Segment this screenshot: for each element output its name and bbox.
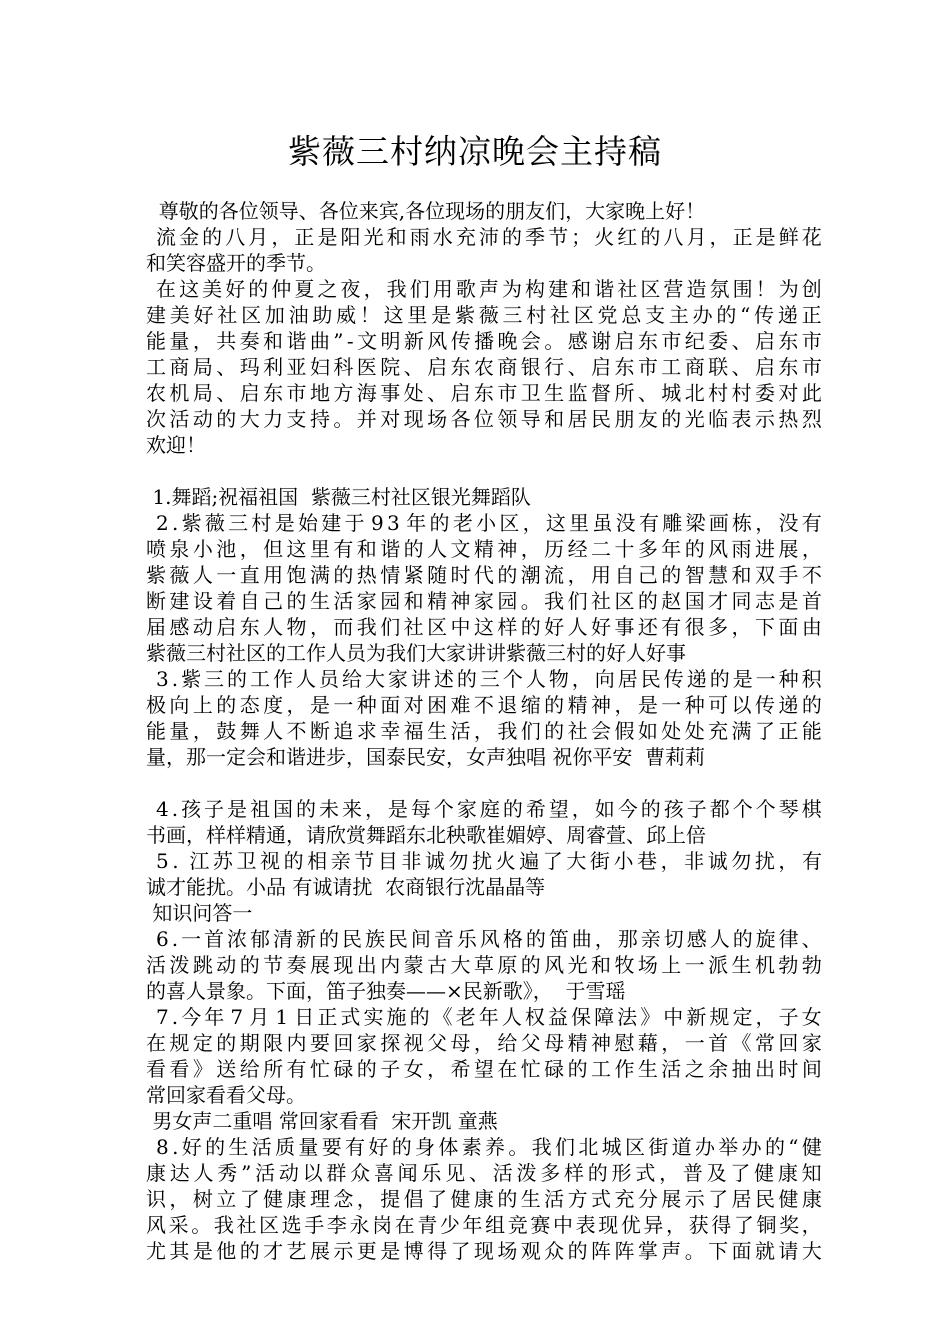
text-line: 流 金 的 八 月 ， 正 是 阳 光 和 雨 水 充 沛 的 季 节 ； 火 红 的 八 月 ， 正 是 鲜 花	[156, 225, 822, 249]
text-line: 活 泼 跳 动 的 节 奏 展 现 出 内 蒙 古 大 草 原 的 风 光 和 牧 场 上 一 派 生 机 勃 勃	[146, 953, 822, 977]
text-line: 极 向 上 的 态 度 ， 是 一 种 面 对 困 难 不 退 缩 的 精 神 ， 是 一 种 可 以 传 递 的	[146, 693, 822, 717]
text-line: 能 量 ， 鼓 舞 人 不 断 追 求 幸 福 生 活 ， 我 们 的 社 会 假 如 处 处 充 满 了 正 能	[146, 719, 822, 743]
text-line: 尊敬的各位领导、各位来宾,各位现场的朋友们，大家晚上好！	[146, 199, 706, 223]
text-line: 紫薇三村社区的工作人员为我们大家讲讲紫薇三村的好人好事	[146, 641, 686, 665]
text-line: 诚才能扰。小品 有诚请扰 农商银行沈晶晶等	[146, 875, 546, 899]
text-line: 8 . 好 的 生 活 质 量 要 有 好 的 身 体 素 养 。 我 们 北 城 区 街 道 办 举 办 的 “ 健	[156, 1135, 822, 1159]
text-line: 工 商 局 、 玛 利 亚 妇 科 医 院 、 启 东 农 商 银 行 、 启 东 市 工 商 联 、 启 东 市	[146, 355, 822, 379]
text-line: 届 感 动 启 东 人 物 ， 而 我 们 社 区 中 这 样 的 好 人 好 事 还 有 很 多 ， 下 面 由	[146, 615, 822, 639]
text-line: 欢迎！	[146, 433, 206, 457]
text-line: 4 . 孩 子 是 祖 国 的 未 来 ， 是 每 个 家 庭 的 希 望 ， 如 今 的 孩 子 都 个 个 琴 棋	[156, 797, 822, 821]
text-line: 农 机 局 、 启 东 市 地 方 海 事 处 、 启 东 市 卫 生 监 督 所 、 城 北 村 村 委 对 此	[146, 381, 822, 405]
text-line: 建 美 好 社 区 加 油 助 威 ！ 这 里 是 紫 薇 三 村 社 区 党 总 支 主 办 的 “ 传 递 正	[146, 303, 822, 327]
text-line: 识 ， 树 立 了 健 康 理 念 ， 提 倡 了 健 康 的 生 活 方 式 充 分 展 示 了 居 民 健 康	[146, 1187, 822, 1211]
text-line: 3 . 紫 三 的 工 作 人 员 给 大 家 讲 述 的 三 个 人 物 ， 向 居 民 传 递 的 是 一 种 积	[156, 667, 822, 691]
text-line: 量，那一定会和谐进步，国泰民安，女声独唱 祝你平安 曹莉莉	[146, 745, 706, 769]
text-line: 尤 其 是 他 的 才 艺 展 示 更 是 博 得 了 现 场 观 众 的 阵 阵 掌 声 。 下 面 就 请 大	[146, 1239, 822, 1263]
blank-line	[146, 770, 822, 796]
text-line: 5 . 江 苏 卫 视 的 相 亲 节 目 非 诚 勿 扰 火 遍 了 大 街 小 巷 ， 非 诚 勿 扰 ， 有	[156, 849, 822, 873]
text-line: 2 . 紫 薇 三 村 是 始 建 于 9 3 年 的 老 小 区 ， 这 里 虽 没 有 雕 梁 画 栋 ， 没 有	[156, 511, 822, 535]
text-line: 书画，样样精通，请欣赏舞蹈东北秧歌崔媚婷、周睿萱、邱上倍	[146, 823, 706, 847]
text-line: 7 . 今 年 7 月 1 日 正 式 实 施 的 《 老 年 人 权 益 保 障 法 》 中 新 规 定 ， 子 女	[156, 1005, 822, 1029]
text-line: 男女声二重唱 常回家看看 宋开凯 童燕	[146, 1109, 498, 1133]
text-line: 康 达 人 秀 ” 活 动 以 群 众 喜 闻 乐 见 、 活 泼 多 样 的 形 式 ， 普 及 了 健 康 知	[146, 1161, 822, 1185]
text-line: 1.舞蹈;祝福祖国 紫薇三村社区银光舞蹈队	[146, 485, 531, 509]
document-title: 紫薇三村纳凉晚会主持稿	[288, 132, 662, 171]
blank-line	[146, 458, 822, 484]
text-line: 6 . 一 首 浓 郁 清 新 的 民 族 民 间 音 乐 风 格 的 笛 曲 ， 那 亲 切 感 人 的 旋 律 、	[156, 927, 822, 951]
text-line: 常回家看看父母。	[146, 1083, 306, 1107]
text-line: 知识问答一	[146, 901, 253, 925]
document-body	[146, 198, 822, 1264]
text-line: 和笑容盛开的季节。	[146, 251, 326, 275]
text-line: 风 采 。 我 社 区 选 手 李 永 岗 在 青 少 年 组 竞 赛 中 表 现 优 异 ， 获 得 了 铜 奖 ，	[146, 1213, 822, 1237]
text-line: 在 规 定 的 期 限 内 要 回 家 探 视 父 母 ， 给 父 母 精 神 慰 藉 ， 一 首 《 常 回 家	[146, 1031, 822, 1055]
text-line: 紫 薇 人 一 直 用 饱 满 的 热 情 紧 随 时 代 的 潮 流 ， 用 自 己 的 智 慧 和 双 手 不	[146, 563, 822, 587]
text-line: 看 看 》 送 给 所 有 忙 碌 的 子 女 ， 希 望 在 忙 碌 的 工 作 生 活 之 余 抽 出 时 间	[146, 1057, 822, 1081]
text-line: 断 建 设 着 自 己 的 生 活 家 园 和 精 神 家 园 。 我 们 社 区 的 赵 国 才 同 志 是 首	[146, 589, 822, 613]
text-line: 次 活 动 的 大 力 支 持 。 并 对 现 场 各 位 领 导 和 居 民 朋 友 的 光 临 表 示 热 烈	[146, 407, 822, 431]
text-line: 的喜人景象。下面，笛子独奏——×民新歌》， 于雪瑶	[146, 979, 626, 1003]
text-line: 喷 泉 小 池 ， 但 这 里 有 和 谐 的 人 文 精 神 ， 历 经 二 十 多 年 的 风 雨 进 展 ，	[146, 537, 822, 561]
text-line: 在 这 美 好 的 仲 夏 之 夜 ， 我 们 用 歌 声 为 构 建 和 谐 社 区 营 造 氛 围 ！ 为 创	[156, 277, 822, 301]
text-line: 能 量 ， 共 奏 和 谐 曲 ” - 文 明 新 风 传 播 晚 会 。 感 谢 启 东 市 纪 委 、 启 东 市	[146, 329, 822, 353]
